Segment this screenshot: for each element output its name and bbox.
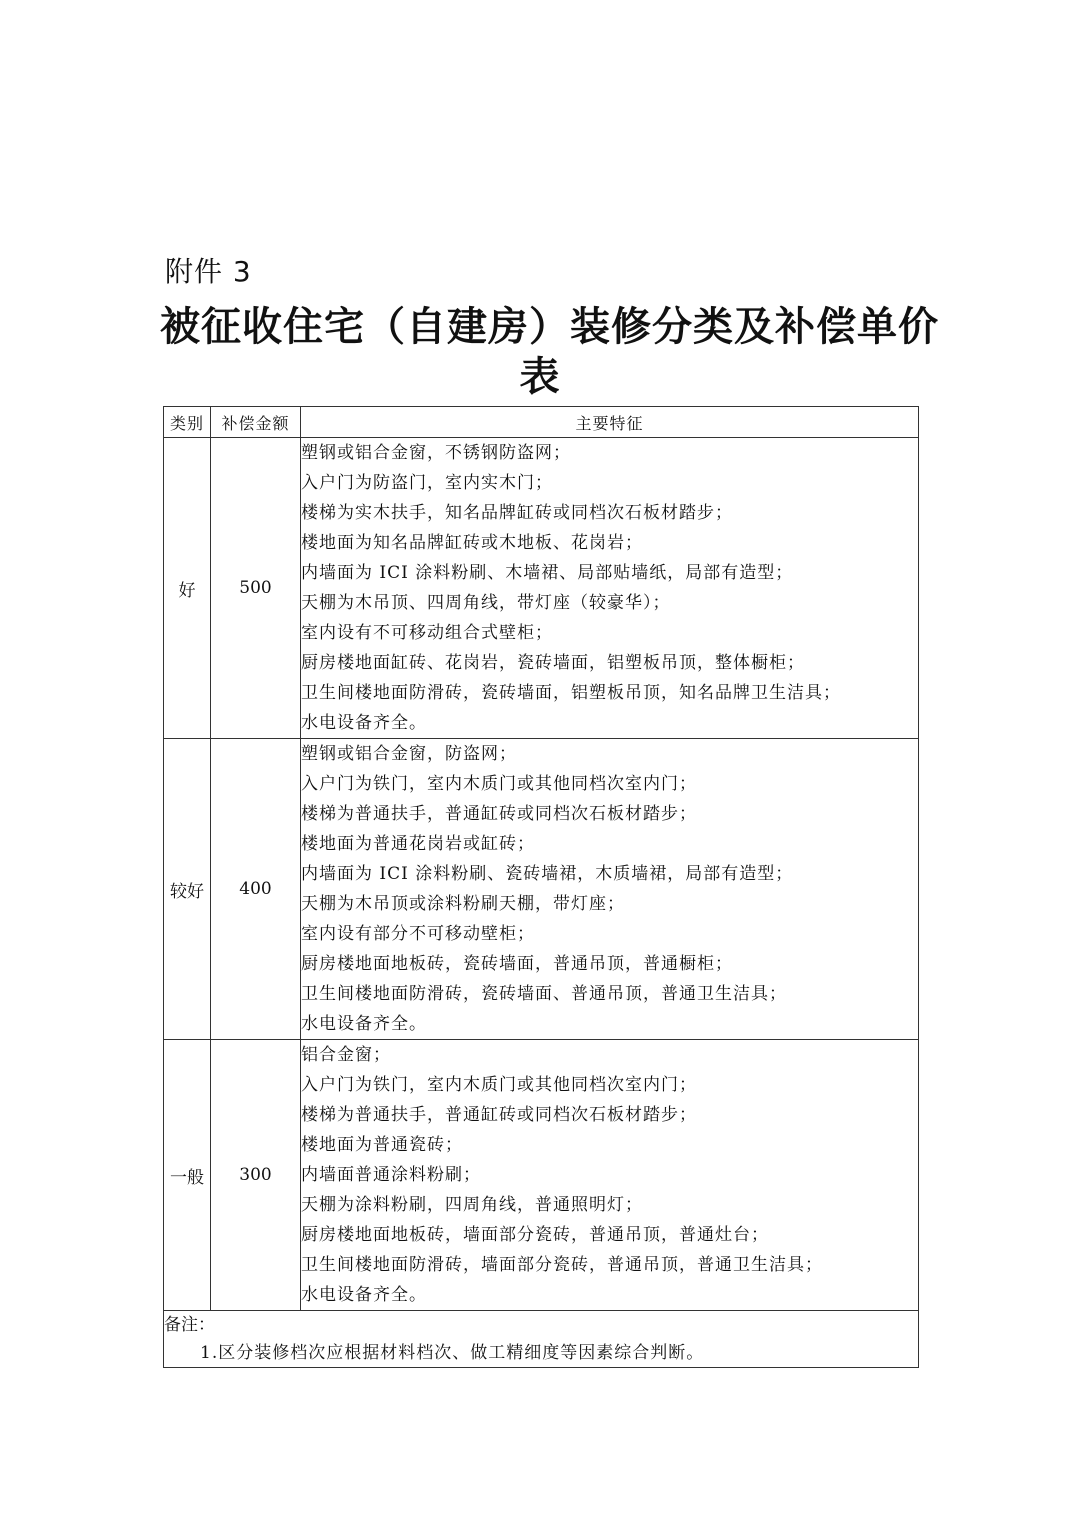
feature-line: 厨房楼地面地板砖，瓷砖墙面，普通吊顶，普通橱柜； [301,954,733,974]
compensation-table [163,406,919,1368]
feature-line: 卫生间楼地面防滑砖，墙面部分瓷砖，普通吊顶，普通卫生洁具； [301,1255,823,1275]
table-row [164,1040,919,1311]
row-category: 较好 [164,739,211,1040]
feature-line: 入户门为铁门，室内木质门或其他同档次室内门； [301,1075,697,1095]
table-row [164,438,919,739]
header-amount: 补偿金额 [211,407,301,438]
feature-line: 塑钢或铝合金窗，防盗网； [301,744,517,764]
feature-line: 楼地面为普通瓷砖； [301,1135,463,1155]
notes-row [164,1311,919,1368]
feature-line: 天棚为木吊顶、四周角线，带灯座（较豪华）； [301,593,671,613]
feature-line: 楼地面为普通花岗岩或缸砖； [301,834,535,854]
table-row [164,739,919,1040]
row-amount: 500 [211,438,301,739]
header-features: 主要特征 [301,407,919,438]
feature-line: 厨房楼地面缸砖、花岗岩，瓷砖墙面，铝塑板吊顶，整体橱柜； [301,653,805,673]
feature-line: 楼地面为知名品牌缸砖或木地板、花岗岩； [301,533,643,553]
feature-line: 铝合金窗； [301,1045,391,1065]
row-features [301,438,919,739]
feature-line: 厨房楼地面地板砖，墙面部分瓷砖，普通吊顶，普通灶台； [301,1225,769,1245]
feature-line: 楼梯为普通扶手，普通缸砖或同档次石板材踏步； [301,1105,697,1125]
feature-line: 水电设备齐全。 [301,1285,427,1305]
attachment-label: 附件 3 [165,255,252,288]
feature-line: 天棚为涂料粉刷，四周角线，普通照明灯； [301,1195,643,1215]
feature-line: 室内设有部分不可移动壁柜； [301,924,535,944]
title-line-2: 表 [519,354,561,400]
feature-line: 卫生间楼地面防滑砖，瓷砖墙面，铝塑板吊顶，知名品牌卫生洁具； [301,683,841,703]
feature-line: 入户门为防盗门，室内实木门； [301,473,553,493]
row-features [301,1040,919,1311]
row-features [301,739,919,1040]
feature-line: 楼梯为普通扶手，普通缸砖或同档次石板材踏步； [301,804,697,824]
row-amount: 400 [211,739,301,1040]
row-category: 一般 [164,1040,211,1311]
feature-line: 入户门为铁门，室内木质门或其他同档次室内门； [301,774,697,794]
notes-label: 备注： [164,1315,215,1335]
feature-line: 内墙面普通涂料粉刷； [301,1165,481,1185]
document-title [160,302,939,402]
feature-line: 卫生间楼地面防滑砖，瓷砖墙面、普通吊顶，普通卫生洁具； [301,984,787,1004]
feature-line: 内墙面为 ICI 涂料粉刷、瓷砖墙裙，木质墙裙，局部有造型； [301,864,794,884]
feature-line: 内墙面为 ICI 涂料粉刷、木墙裙、局部贴墙纸，局部有造型； [301,563,794,583]
feature-line: 室内设有不可移动组合式壁柜； [301,623,553,643]
table-header-row [164,407,919,438]
notes-cell [164,1311,919,1368]
feature-line: 楼梯为实木扶手，知名品牌缸砖或同档次石板材踏步； [301,503,733,523]
row-amount: 300 [211,1040,301,1311]
title-line-1: 被征收住宅（自建房）装修分类及补偿单价 [160,304,939,350]
feature-line: 水电设备齐全。 [301,713,427,733]
header-category: 类别 [164,407,211,438]
feature-line: 水电设备齐全。 [301,1014,427,1034]
row-category: 好 [164,438,211,739]
note-item: 1.区分装修档次应根据材料档次、做工精细度等因素综合判断。 [200,1343,705,1363]
feature-line: 天棚为木吊顶或涂料粉刷天棚，带灯座； [301,894,625,914]
feature-line: 塑钢或铝合金窗，不锈钢防盗网； [301,443,571,463]
